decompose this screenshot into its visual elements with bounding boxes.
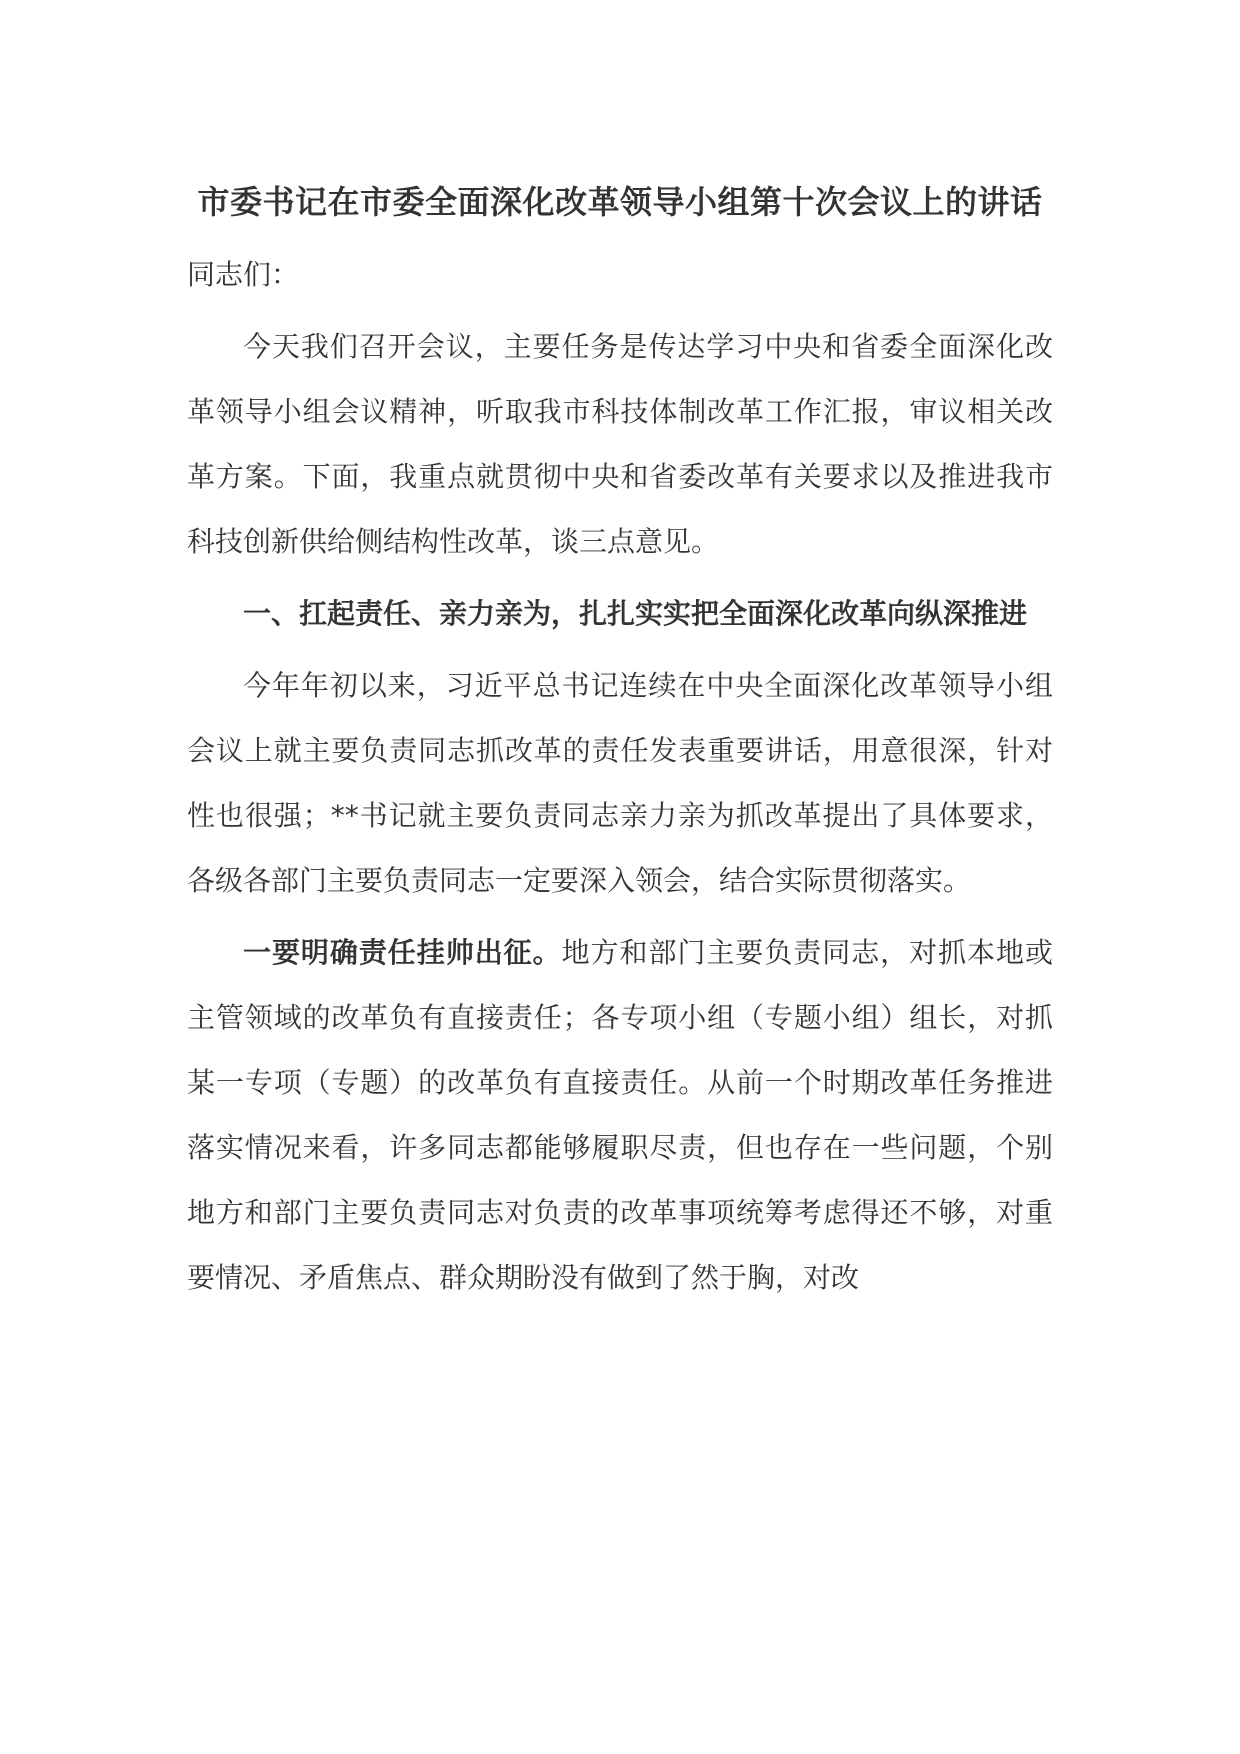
point-1-lead: 一要明确责任挂帅出征。 [243,936,562,969]
document-title: 市委书记在市委全面深化改革领导小组第十次会议上的讲话 [197,183,1043,221]
salutation: 同志们： [187,258,300,291]
document-page [187,170,1053,1310]
intro-paragraph: 今天我们召开会议，主要任务是传达学习中央和省委全面深化改革领导小组会议精神，听取我市科技体制改革工作汇报，审议相关改革方案。下面，我重点就贯彻中央和省委改革有关要求以及推进我市科技创新供给侧结构性改革，谈三点意见。 [187,330,1053,558]
section-1-heading: 一、扛起责任、亲力亲为，扎扎实实把全面深化改革向纵深推进 [243,597,1028,630]
point-1-text: 地方和部门主要负责同志，对抓本地或主管领域的改革负有直接责任；各专项小组（专题小组）组长，对抓某一专项（专题）的改革负有直接责任。从前一个时期改革任务推进落实情况来看，许多同志都能够履职尽责，但也存在一些问题，个别地方和部门主要负责同志对负责的改革事项统筹考虑得还不够，对重要情况、矛盾焦点、群众期盼没有做到了然于胸，对改 [187,936,1053,1294]
point-1-paragraph [187,920,1053,1310]
section-1-paragraph: 今年年初以来，习近平总书记连续在中央全面深化改革领导小组会议上就主要负责同志抓改革的责任发表重要讲话，用意很深，针对性也很强；**书记就主要负责同志亲力亲为抓改革提出了具体要求，各级各部门主要负责同志一定要深入领会，结合实际贯彻落实。 [187,669,1053,897]
